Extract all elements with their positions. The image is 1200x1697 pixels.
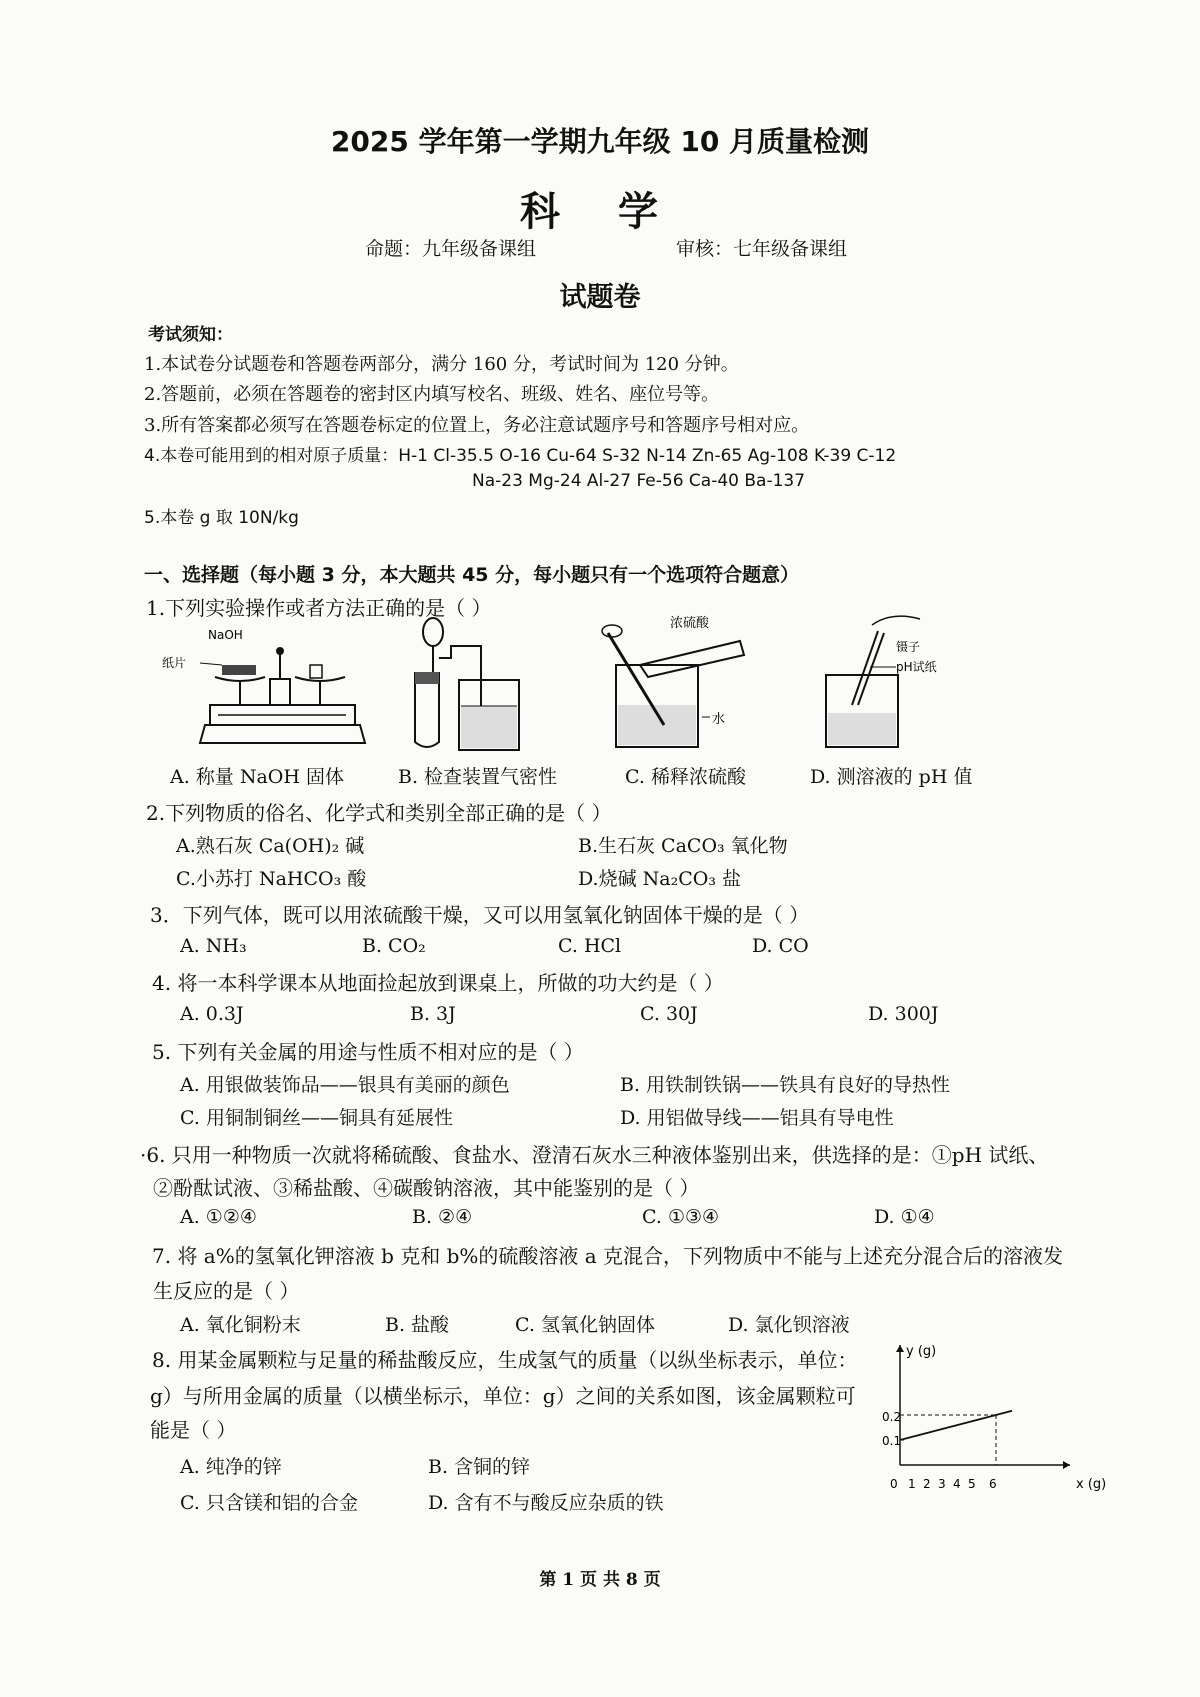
- option-d: D. ①④: [874, 1206, 935, 1228]
- option-c: C.小苏打 NaHCO₃ 酸: [176, 868, 367, 890]
- x-tick-label: 4: [953, 1477, 961, 1491]
- notice-item: 3.所有答案都必须写在答题卷标定的位置上，务必注意试题序号和答题序号相对应。: [144, 415, 810, 436]
- option-c: C. 只含镁和铝的合金: [180, 1492, 358, 1514]
- page-number: 第 1 页 共 8 页: [539, 1570, 661, 1590]
- subject-title: 科 学: [520, 189, 680, 235]
- option-c: C. 氢氧化钠固体: [515, 1314, 655, 1336]
- option-a: A. 0.3J: [180, 1003, 244, 1025]
- option-d: D. 含有不与酸反应杂质的铁: [428, 1492, 664, 1514]
- option-a: A. ①②④: [180, 1206, 257, 1228]
- dilute-acid-figure: [592, 605, 767, 755]
- y-tick-label: 0.1: [882, 1434, 902, 1448]
- question-8-stem: 能是（ ）: [150, 1418, 237, 1442]
- balance-figure: [160, 625, 375, 750]
- option-b: B. 用铁制铁锅——铁具有良好的导热性: [620, 1074, 951, 1096]
- option-d: D. 300J: [868, 1003, 939, 1025]
- paper-type: 试题卷: [559, 282, 641, 313]
- x-tick-label: 5: [968, 1477, 976, 1491]
- x-tick-label: 1: [908, 1477, 916, 1491]
- question-5-stem: 5. 下列有关金属的用途与性质不相对应的是（ ）: [152, 1040, 584, 1064]
- option-b: B. 3J: [410, 1003, 456, 1025]
- question-6-stem: ②酚酞试液、③稀盐酸、④碳酸钠溶液，其中能鉴别的是（ ）: [153, 1176, 700, 1200]
- y-axis-label: y (g): [906, 1344, 937, 1359]
- mass-graph: [880, 1335, 1110, 1495]
- option-d: D.烧碱 Na₂CO₃ 盐: [578, 868, 741, 890]
- naoh-label: NaOH: [208, 628, 243, 642]
- question-7-stem: 7. 将 a%的氢氧化钾溶液 b 克和 b%的硫酸溶液 a 克混合，下列物质中不能与上述充分混合后的溶液发: [152, 1244, 1064, 1268]
- question-4-stem: 4. 将一本科学课本从地面捡起放到课桌上，所做的功大约是（ ）: [152, 971, 724, 995]
- option-a: A. 纯净的锌: [180, 1456, 282, 1478]
- option-b: B. 盐酸: [385, 1314, 450, 1336]
- notice-item: 1.本试卷分试题卷和答题卷两部分，满分 160 分，考试时间为 120 分钟。: [144, 354, 739, 375]
- notice-item: 2.答题前，必须在答题卷的密封区内填写校名、班级、姓名、座位号等。: [144, 384, 720, 405]
- notice-item: 4.本卷可能用到的相对原子质量：H-1 Cl-35.5 O-16 Cu-64 S-32 N-14 Zn-65 Ag-108 K-39 C-12: [144, 446, 897, 466]
- x-axis-label: x (g): [1076, 1477, 1107, 1492]
- option-b: B.生石灰 CaCO₃ 氧化物: [578, 835, 788, 857]
- question-1-stem: 1.下列实验操作或者方法正确的是（ ）: [146, 596, 492, 620]
- water-label: 水: [712, 712, 726, 727]
- option-d: D. CO: [752, 935, 809, 957]
- question-8-stem: 8. 用某金属颗粒与足量的稀盐酸反应，生成氢气的质量（以纵坐标表示，单位：: [152, 1348, 858, 1372]
- acid-label: 浓硫酸: [670, 616, 710, 631]
- option-c: C. 用铜制铜丝——铜具有延展性: [180, 1107, 453, 1129]
- ph-paper-label: pH试纸: [896, 660, 937, 674]
- option-b: B. 含铜的锌: [428, 1456, 531, 1478]
- caption-d: D. 测溶液的 pH 值: [810, 766, 973, 788]
- option-a: A. 用银做装饰品——银具有美丽的颜色: [180, 1074, 510, 1096]
- question-6-stem: ·6. 只用一种物质一次就将稀硫酸、食盐水、澄清石灰水三种液体鉴别出来，供选择的是：①pH 试纸、: [140, 1143, 1049, 1167]
- y-axis-arrow: [896, 1345, 904, 1352]
- x-tick-label: 0: [890, 1477, 898, 1491]
- author-line: 命题：九年级备课组: [365, 238, 537, 260]
- option-c: C. 30J: [640, 1003, 698, 1025]
- option-a: A. NH₃: [180, 935, 247, 957]
- option-b: B. ②④: [412, 1206, 473, 1228]
- option-c: C. ①③④: [642, 1206, 720, 1228]
- option-b: B. CO₂: [362, 935, 426, 957]
- x-axis-arrow: [1063, 1461, 1070, 1469]
- section-heading: 一、选择题（每小题 3 分，本大题共 45 分，每小题只有一个选项符合题意）: [144, 564, 800, 586]
- caption-c: C. 稀释浓硫酸: [625, 766, 746, 788]
- question-7-stem: 生反应的是（ ）: [153, 1279, 300, 1303]
- notice-heading: 考试须知：: [148, 325, 233, 345]
- airtightness-figure: [395, 610, 565, 755]
- option-a: A.熟石灰 Ca(OH)₂ 碱: [176, 835, 365, 857]
- caption-b: B. 检查装置气密性: [398, 766, 558, 788]
- caption-a: A. 称量 NaOH 固体: [170, 766, 344, 788]
- x-tick-label: 2: [923, 1477, 931, 1491]
- notice-item: Na-23 Mg-24 Al-27 Fe-56 Ca-40 Ba-137: [472, 471, 806, 491]
- question-8-stem: g）与所用金属的质量（以横坐标示，单位：g）之间的关系如图，该金属颗粒可: [150, 1384, 856, 1408]
- x-tick-label: 6: [989, 1477, 997, 1491]
- reviewer-line: 审核：七年级备课组: [676, 238, 848, 260]
- option-d: D. 氯化钡溶液: [728, 1314, 850, 1336]
- question-2-stem: 2.下列物质的俗名、化学式和类别全部正确的是（ ）: [146, 801, 612, 825]
- question-3-stem: 3．下列气体，既可以用浓硫酸干燥，又可以用氢氧化钠固体干燥的是（ ）: [150, 903, 810, 927]
- option-a: A. 氧化铜粉末: [180, 1314, 301, 1336]
- ph-test-figure: [812, 605, 972, 753]
- y-tick-label: 0.2: [882, 1410, 902, 1424]
- paper-label: 纸片: [162, 656, 187, 670]
- x-tick-label: 3: [938, 1477, 946, 1491]
- option-d: D. 用铝做导线——铝具有导电性: [620, 1107, 894, 1129]
- notice-item: 5.本卷 g 取 10N/kg: [144, 508, 299, 528]
- tweezers-label: 镊子: [896, 640, 921, 654]
- exam-title: 2025 学年第一学期九年级 10 月质量检测: [330, 125, 870, 158]
- option-c: C. HCl: [558, 935, 622, 957]
